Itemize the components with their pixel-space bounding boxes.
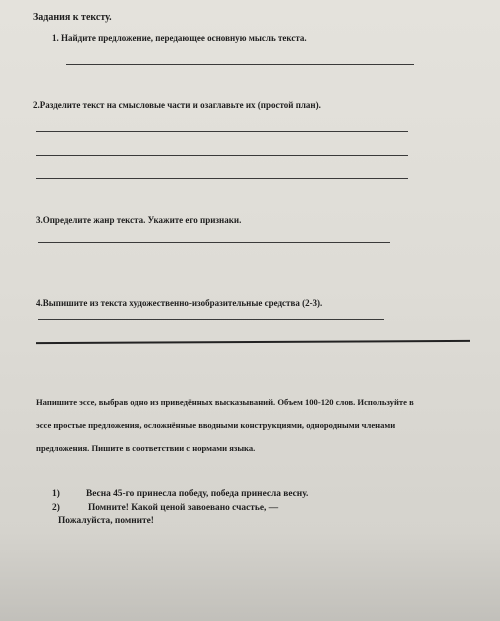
task-1-answer-line [66, 64, 414, 65]
essay-instruction-line-2: эссе простые предложения, осложнённые вводными конструкциями, однородными членами [36, 420, 396, 430]
task-1-text: 1. Найдите предложение, передающее основную мысль текста. [52, 33, 307, 43]
task-2-answer-line-2 [36, 155, 408, 156]
task-4-text: 4.Выпишите из текста художественно-изобразительные средства (2-3). [36, 298, 323, 308]
essay-option-2-text: Помните! Какой ценой завоевано счастье, — [88, 503, 279, 513]
task-2-answer-line-1 [36, 131, 408, 132]
task-4-answer-line-2 [36, 340, 470, 344]
task-2-text: 2.Разделите текст на смысловые части и озаглавьте их (простой план). [33, 100, 321, 110]
page-shadow [0, 531, 500, 621]
essay-option-1-text: Весна 45-го принесла победу, победа принесла весну. [86, 489, 309, 499]
essay-option-1-number: 1) [52, 489, 60, 499]
task-3-answer-line [38, 242, 390, 243]
essay-option-2-continuation: Пожалуйста, помните! [58, 516, 154, 526]
essay-instruction-line-1: Напишите эссе, выбрав одно из приведённых высказываний. Объем 100-120 слов. Используйте в [36, 397, 414, 407]
essay-instruction-line-3: предложения. Пишите в соответствии с нормами языка. [36, 443, 256, 453]
worksheet-heading: Задания к тексту. [33, 12, 112, 23]
essay-option-2-number: 2) [52, 503, 60, 513]
task-3-text: 3.Определите жанр текста. Укажите его признаки. [36, 215, 242, 225]
task-4-answer-line-1 [38, 319, 384, 320]
task-2-answer-line-3 [36, 178, 408, 179]
